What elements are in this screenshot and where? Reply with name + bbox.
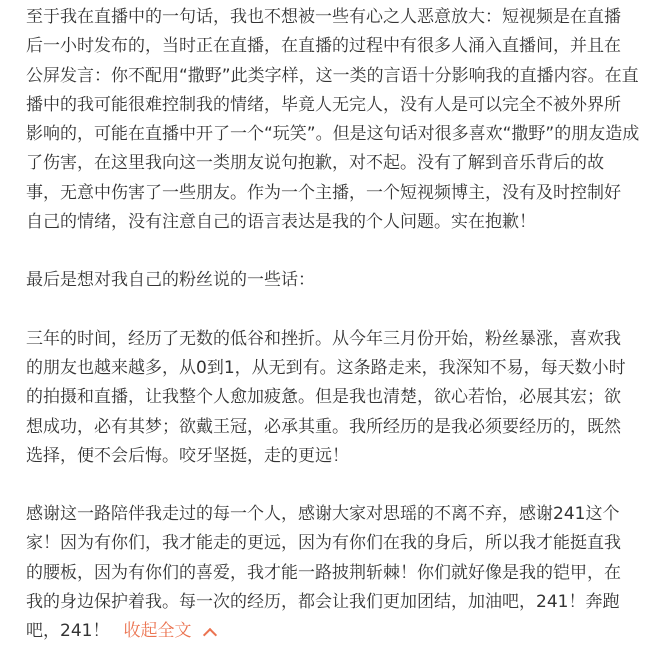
paragraph-to-fans xyxy=(26,266,656,295)
paragraph-three-years xyxy=(26,325,656,471)
text-line: 家！因为有你们，我才能走的更远，因为有你们在我的身后，所以我才能挺直我 xyxy=(26,533,621,554)
text-line: 选择，便不会后悔。咬牙坚挺，走的更远！ xyxy=(26,445,349,466)
text-line: 至于我在直播中的一句话，我也不想被一些有心之人恶意放大：短视频是在直播 xyxy=(26,7,621,27)
text-line: 影响的，可能在直播中开了一个“玩笑”。但是这句话对很多喜欢“撒野”的朋友造成 xyxy=(26,124,640,145)
text-line: 事，无意中伤害了一些朋友。作为一个主播，一个短视频博主，没有及时控制好 xyxy=(26,182,621,203)
text-line: 的腰板，因为有你们的喜爱，我才能一路披荆斩棘！你们就好像是我的铠甲，在 xyxy=(26,562,621,583)
text-line: 公屏发言：你不配用“撒野”此类字样，这一类的言语十分影响我的直播内容。在直 xyxy=(26,65,639,86)
text-line: 了伤害，在这里我向这一类朋友说句抱歉，对不起。没有了解到音乐背后的故 xyxy=(26,153,604,174)
text-line: 的朋友也越来越多，从0到1，从无到有。这条路走来，我深知不易，每天数小时 xyxy=(26,357,626,378)
paragraph-apology xyxy=(26,3,656,237)
text-line: 后一小时发布的，当时正在直播，在直播的过程中有很多人涌入直播间，并且在 xyxy=(26,36,621,57)
text-line: 三年的时间，经历了无数的低谷和挫折。从今年三月份开始，粉丝暴涨，喜欢我 xyxy=(26,328,621,349)
text-line-content: 吧，241！ xyxy=(26,621,110,642)
text-line: 自己的情绪，没有注意自己的语言表达是我的个人问题。实在抱歉！ xyxy=(26,212,536,233)
text-line: 我的身边保护着我。每一次的经历，都会让我们更加团结，加油吧，241！奔跑 xyxy=(26,592,620,613)
article-body xyxy=(26,3,656,647)
collapse-label: 收起全文 xyxy=(123,621,192,642)
text-line: 感谢这一路陪伴我走过的每一个人，感谢大家对思瑶的不离不弃，感谢241这个 xyxy=(26,504,620,525)
text-line: 的拍摄和直播，让我整个人愈加疲惫。但是我也清楚，欲心若怡，必展其宏；欲 xyxy=(26,387,621,408)
chevron-up-icon xyxy=(203,628,217,642)
text-line: 想成功，必有其梦；欲戴王冠，必承其重。我所经历的是我必须要经历的，既然 xyxy=(26,416,621,437)
paragraph-thanks xyxy=(26,500,656,646)
text-line: 最后是想对我自己的粉丝说的一些话： xyxy=(26,270,315,291)
text-line: 播中的我可能很难控制我的情绪，毕竟人无完人，没有人是可以完全不被外界所 xyxy=(26,94,621,115)
